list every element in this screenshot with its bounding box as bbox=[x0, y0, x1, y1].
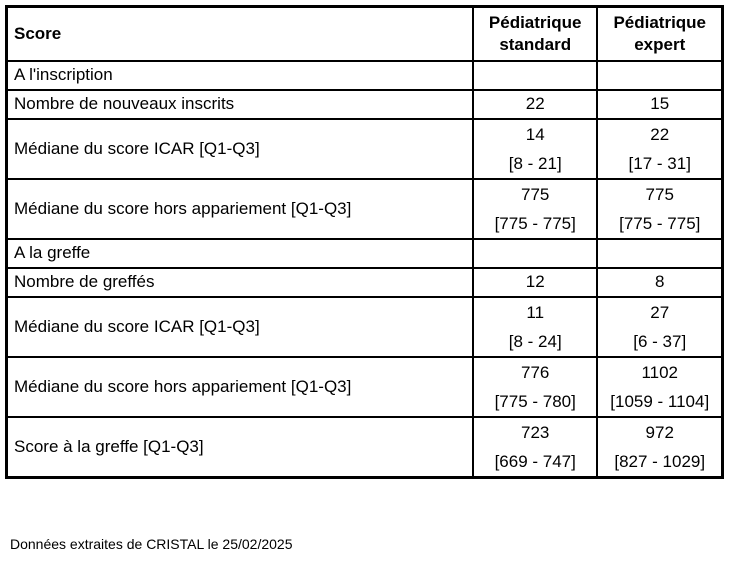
header-col1-line2: standard bbox=[499, 34, 572, 54]
table-row bbox=[7, 417, 723, 478]
value-expert: 8 bbox=[597, 268, 722, 297]
median-value: 776 bbox=[521, 362, 550, 382]
median-value: 27 bbox=[650, 302, 670, 322]
value-standard bbox=[473, 119, 598, 179]
empty-cell bbox=[473, 61, 598, 90]
header-col2-line2: expert bbox=[634, 34, 686, 54]
median-value: 775 bbox=[645, 184, 674, 204]
median-value: 972 bbox=[645, 422, 674, 442]
value-expert bbox=[597, 357, 722, 417]
empty-cell bbox=[473, 239, 598, 268]
quartile-range: [8 - 21] bbox=[508, 153, 562, 173]
quartile-range: [669 - 747] bbox=[494, 451, 576, 471]
median-value: 22 bbox=[650, 124, 670, 144]
header-col2-line1: Pédiatrique bbox=[613, 12, 707, 32]
value-expert bbox=[597, 119, 722, 179]
table-row bbox=[7, 90, 723, 119]
row-label: Médiane du score ICAR [Q1-Q3] bbox=[7, 297, 473, 357]
table-row bbox=[7, 119, 723, 179]
value-standard bbox=[473, 297, 598, 357]
table-row bbox=[7, 357, 723, 417]
empty-cell bbox=[597, 61, 722, 90]
row-label: Nombre de nouveaux inscrits bbox=[7, 90, 473, 119]
row-label: Médiane du score hors appariement [Q1-Q3] bbox=[7, 179, 473, 239]
table-row bbox=[7, 179, 723, 239]
header-col1-line1: Pédiatrique bbox=[488, 12, 582, 32]
table-row bbox=[7, 268, 723, 297]
section-label: A l'inscription bbox=[7, 61, 473, 90]
quartile-range: [1059 - 1104] bbox=[610, 391, 710, 411]
header-pediatrique-standard bbox=[473, 7, 598, 61]
section-row-inscription bbox=[7, 61, 723, 90]
value-standard: 22 bbox=[473, 90, 598, 119]
section-row-greffe bbox=[7, 239, 723, 268]
quartile-range: [8 - 24] bbox=[508, 331, 562, 351]
median-value: 1102 bbox=[641, 362, 679, 382]
source-footnote: Données extraites de CRISTAL le 25/02/2025 bbox=[10, 536, 293, 552]
median-value: 14 bbox=[525, 124, 545, 144]
header-pediatrique-expert bbox=[597, 7, 722, 61]
quartile-range: [775 - 780] bbox=[494, 391, 576, 411]
row-label: Médiane du score hors appariement [Q1-Q3] bbox=[7, 357, 473, 417]
quartile-range: [775 - 775] bbox=[619, 213, 701, 233]
value-expert: 15 bbox=[597, 90, 722, 119]
median-value: 775 bbox=[521, 184, 550, 204]
row-label: Score à la greffe [Q1-Q3] bbox=[7, 417, 473, 478]
value-expert bbox=[597, 179, 722, 239]
median-value: 11 bbox=[526, 302, 545, 322]
value-standard: 12 bbox=[473, 268, 598, 297]
quartile-range: [775 - 775] bbox=[494, 213, 576, 233]
median-value: 723 bbox=[521, 422, 550, 442]
value-expert bbox=[597, 417, 722, 478]
quartile-range: [6 - 37] bbox=[633, 331, 687, 351]
row-label: Nombre de greffés bbox=[7, 268, 473, 297]
empty-cell bbox=[597, 239, 722, 268]
header-score: Score bbox=[7, 7, 473, 61]
score-table bbox=[5, 5, 724, 479]
value-standard bbox=[473, 357, 598, 417]
row-label: Médiane du score ICAR [Q1-Q3] bbox=[7, 119, 473, 179]
table-row bbox=[7, 297, 723, 357]
value-standard bbox=[473, 179, 598, 239]
header-row bbox=[7, 7, 723, 61]
value-expert bbox=[597, 297, 722, 357]
quartile-range: [17 - 31] bbox=[628, 153, 691, 173]
value-standard bbox=[473, 417, 598, 478]
quartile-range: [827 - 1029] bbox=[614, 451, 706, 471]
section-label: A la greffe bbox=[7, 239, 473, 268]
